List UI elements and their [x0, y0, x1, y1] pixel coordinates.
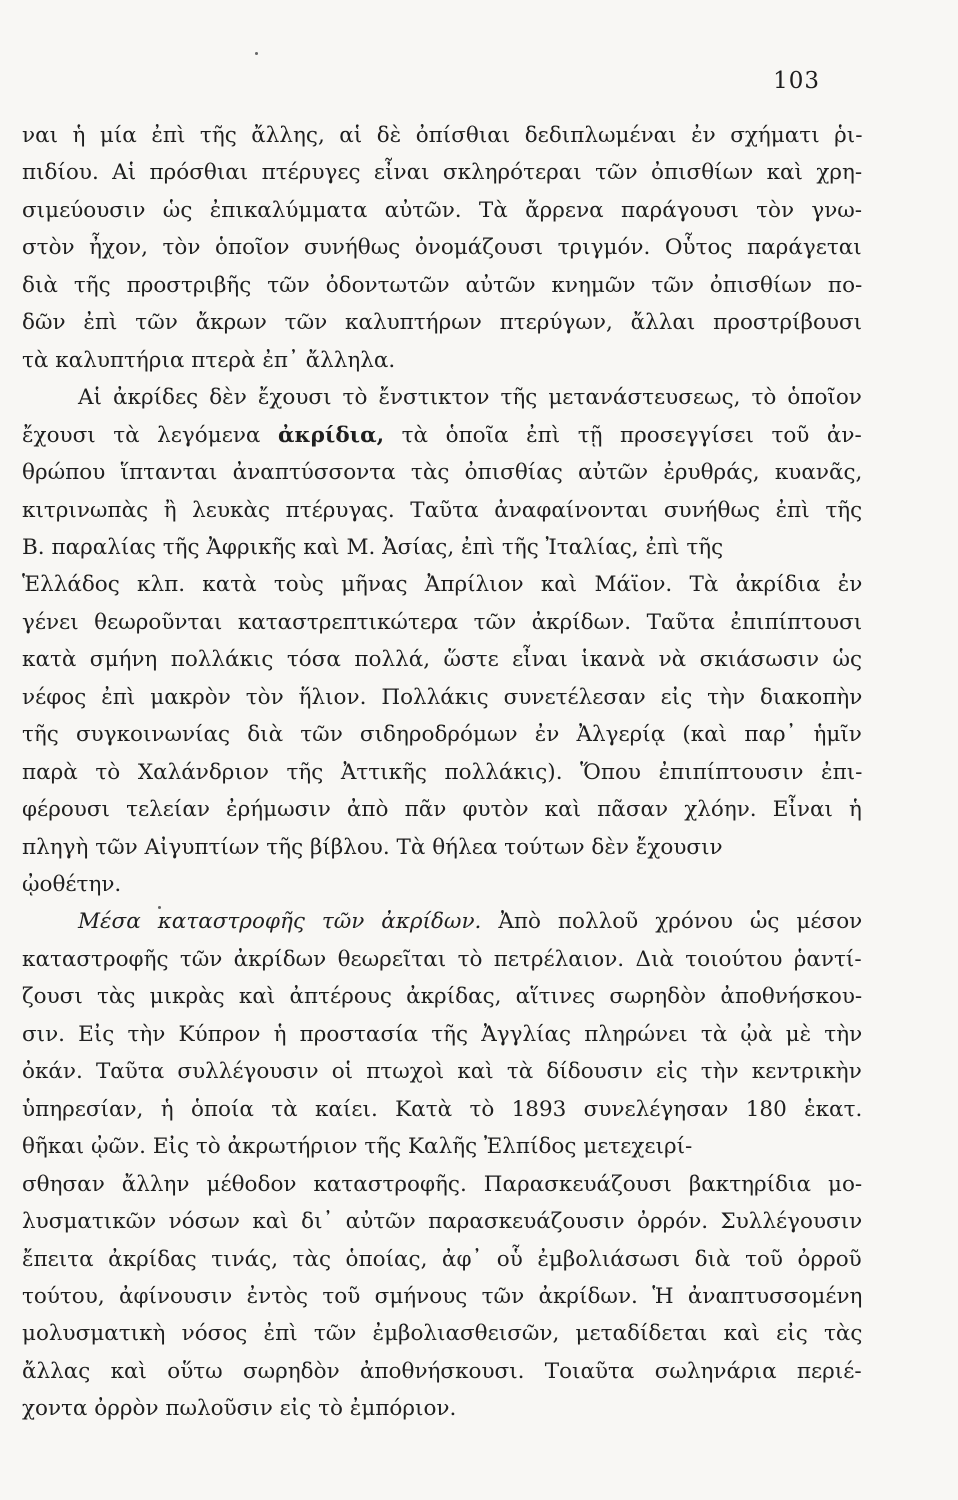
text-line: πιδίου. Αἱ πρόσθιαι πτέρυγες εἶναι σκληρότεραι τῶν ὀπισθίων καὶ χρη- [22, 160, 863, 186]
text-line: παρὰ τὸ Χαλάνδριον τῆς Ἀττικῆς πολλάκις). Ὅπου ἐπιπίπτουσιν ἐπι- [22, 759, 863, 785]
text-line: μολυσματικὴ νόσος ἐπὶ τῶν ἐμβολιασθεισῶν, μεταδίδεται καὶ εἰς τὰς [22, 1321, 863, 1347]
margin-speck [158, 906, 161, 909]
text-line: κατὰ σμήνη πολλάκις τόσα πολλά, ὥστε εἶναι ἱκανὰ νὰ σκιάσωσιν ὡς [22, 647, 863, 673]
line-segment: ἔχουσι τὰ λεγόμενα [22, 422, 278, 448]
text-line [78, 911, 862, 933]
text-line: γένει θεωροῦνται καταστρεπτικώτερα τῶν ἀκρίδων. Ταῦτα ἐπιπίπτουσι [22, 609, 863, 635]
text-line: ὑπηρεσίαν, ἡ ὁποία τὰ καίει. Κατὰ τὸ 1893 συνελέγησαν 180 ἑκατ. [22, 1096, 863, 1122]
text-line: κιτρινωπὰς ἢ λευκὰς πτέρυγας. Ταῦτα ἀναφαίνονται συνήθως ἐπὶ τῆς [22, 497, 863, 523]
text-line: τῆς συγκοινωνίας διὰ τῶν σιδηροδρόμων ἐν Ἀλγερίᾳ (καὶ παρ᾿ ἡμῖν [22, 722, 862, 748]
text-line: στὸν ἦχον, τὸν ὁποῖον συνήθως ὀνομάζουσι τριγμόν. Οὗτος παράγεται [22, 235, 862, 261]
text-line: λυσματικῶν νόσων καὶ δι᾿ αὐτῶν παρασκευάζουσιν ὀρρόν. Συλλέγουσιν [22, 1209, 863, 1235]
bold-term: ἀκρίδια, [277, 422, 385, 448]
text-line: νέφος ἐπὶ μακρὸν τὸν ἥλιον. Πολλάκις συνετέλεσαν εἰς τὴν διακοπὴν [22, 684, 863, 710]
text-line [22, 422, 862, 448]
line-segment: Ἀπὸ πολλοῦ χρόνου ὡς μέσον [481, 909, 863, 935]
text-line: θῆκαι ᾠῶν. Εἰς τὸ ἀκρωτήριον τῆς Καλῆς Ἐλπίδος μετεχειρί- [22, 1134, 693, 1160]
text-line: σθησαν ἄλλην μέθοδον καταστροφῆς. Παρασκευάζουσι βακτηρίδια μο- [22, 1171, 863, 1197]
text-line: ναι ἡ μία ἐπὶ τῆς ἄλλης, αἱ δὲ ὀπίσθιαι δεδιπλωμέναι ἐν σχήματι ῥι- [22, 123, 863, 148]
text-line: πληγὴ τῶν Αἰγυπτίων τῆς βίβλου. Τὰ θήλεα τούτων δὲν ἔχουσιν [22, 834, 723, 860]
line-segment: τὰ ὁποῖα ἐπὶ τῇ προσεγγίσει τοῦ ἀν- [384, 422, 862, 448]
text-line: σιμεύουσιν ὡς ἐπικαλύμματα αὐτῶν. Τὰ ἄρρενα παράγουσι τὸν γνω- [22, 197, 863, 223]
text-line: καταστροφῆς τῶν ἀκρίδων θεωρεῖται τὸ πετρέλαιον. Διὰ τοιούτου ῥαντί- [22, 946, 862, 972]
text-line: ἄλλας καὶ οὕτω σωρηδὸν ἀποθνήσκουσι. Τοιαῦτα σωληνάρια περιέ- [22, 1358, 862, 1384]
text-line: Β. παραλίας τῆς Ἀφρικῆς καὶ Μ. Ἀσίας, ἐπὶ τῆς Ἰταλίας, ἐπὶ τῆς [22, 534, 724, 560]
text-line: Ἑλλάδος κλπ. κατὰ τοὺς μῆνας Ἀπρίλιον καὶ Μάϊον. Τὰ ἀκρίδια ἐν [22, 572, 863, 598]
text-line: ἔπειτα ἀκρίδας τινάς, τὰς ὁποίας, ἀφ᾿ οὗ ἐμβολιάσωσι διὰ τοῦ ὀρροῦ [22, 1246, 862, 1272]
margin-speck [255, 52, 258, 55]
text-line: θρώπου ἵπτανται ἀναπτύσσοντα τὰς ὀπισθίας αὐτῶν ἐρυθράς, κυανᾶς, [22, 460, 863, 486]
text-line: ᾠοθέτην. [22, 872, 122, 897]
text-line: Αἱ ἀκρίδες δὲν ἔχουσι τὸ ἔνστικτον τῆς μετανάστευσεως, τὸ ὁποῖον [78, 385, 862, 411]
text-line: ὀκάν. Ταῦτα συλλέγουσιν οἱ πτωχοὶ καὶ τὰ δίδουσιν εἰς τὴν κεντρικὴν [22, 1059, 862, 1085]
page-number: 103 [773, 68, 820, 94]
text-line: χοντα ὀρρὸν πωλοῦσιν εἰς τὸ ἐμπόριον. [22, 1396, 457, 1422]
text-line: φέρουσι τελείαν ἐρήμωσιν ἀπὸ πᾶν φυτὸν καὶ πᾶσαν χλόην. Εἶναι ἡ [22, 797, 862, 823]
text-line: δῶν ἐπὶ τῶν ἄκρων τῶν καλυπτήρων πτερύγων, ἄλλαι προστρίβουσι [22, 310, 863, 336]
text-line: τὰ καλυπτήρια πτερὰ ἐπ᾿ ἄλληλα. [22, 347, 396, 373]
text-line: σιν. Εἰς τὴν Κύπρον ἡ προστασία τῆς Ἀγγλίας πληρώνει τὰ ᾠὰ μὲ τὴν [22, 1021, 863, 1047]
text-line: τούτου, ἀφίνουσιν ἐντὸς τοῦ σμήνους τῶν ἀκρίδων. Ἡ ἀναπτυσσομένη [22, 1283, 863, 1309]
text-line: ζουσι τὰς μικρὰς καὶ ἀπτέρους ἀκρίδας, αἵτινες σωρηδὸν ἀποθνήσκου- [22, 984, 863, 1010]
text-line: διὰ τῆς προστριβῆς τῶν ὀδοντωτῶν αὐτῶν κνημῶν τῶν ὀπισθίων πο- [22, 272, 863, 298]
section-heading: Μέσα καταστροφῆς τῶν ἀκρίδων. [78, 909, 482, 935]
